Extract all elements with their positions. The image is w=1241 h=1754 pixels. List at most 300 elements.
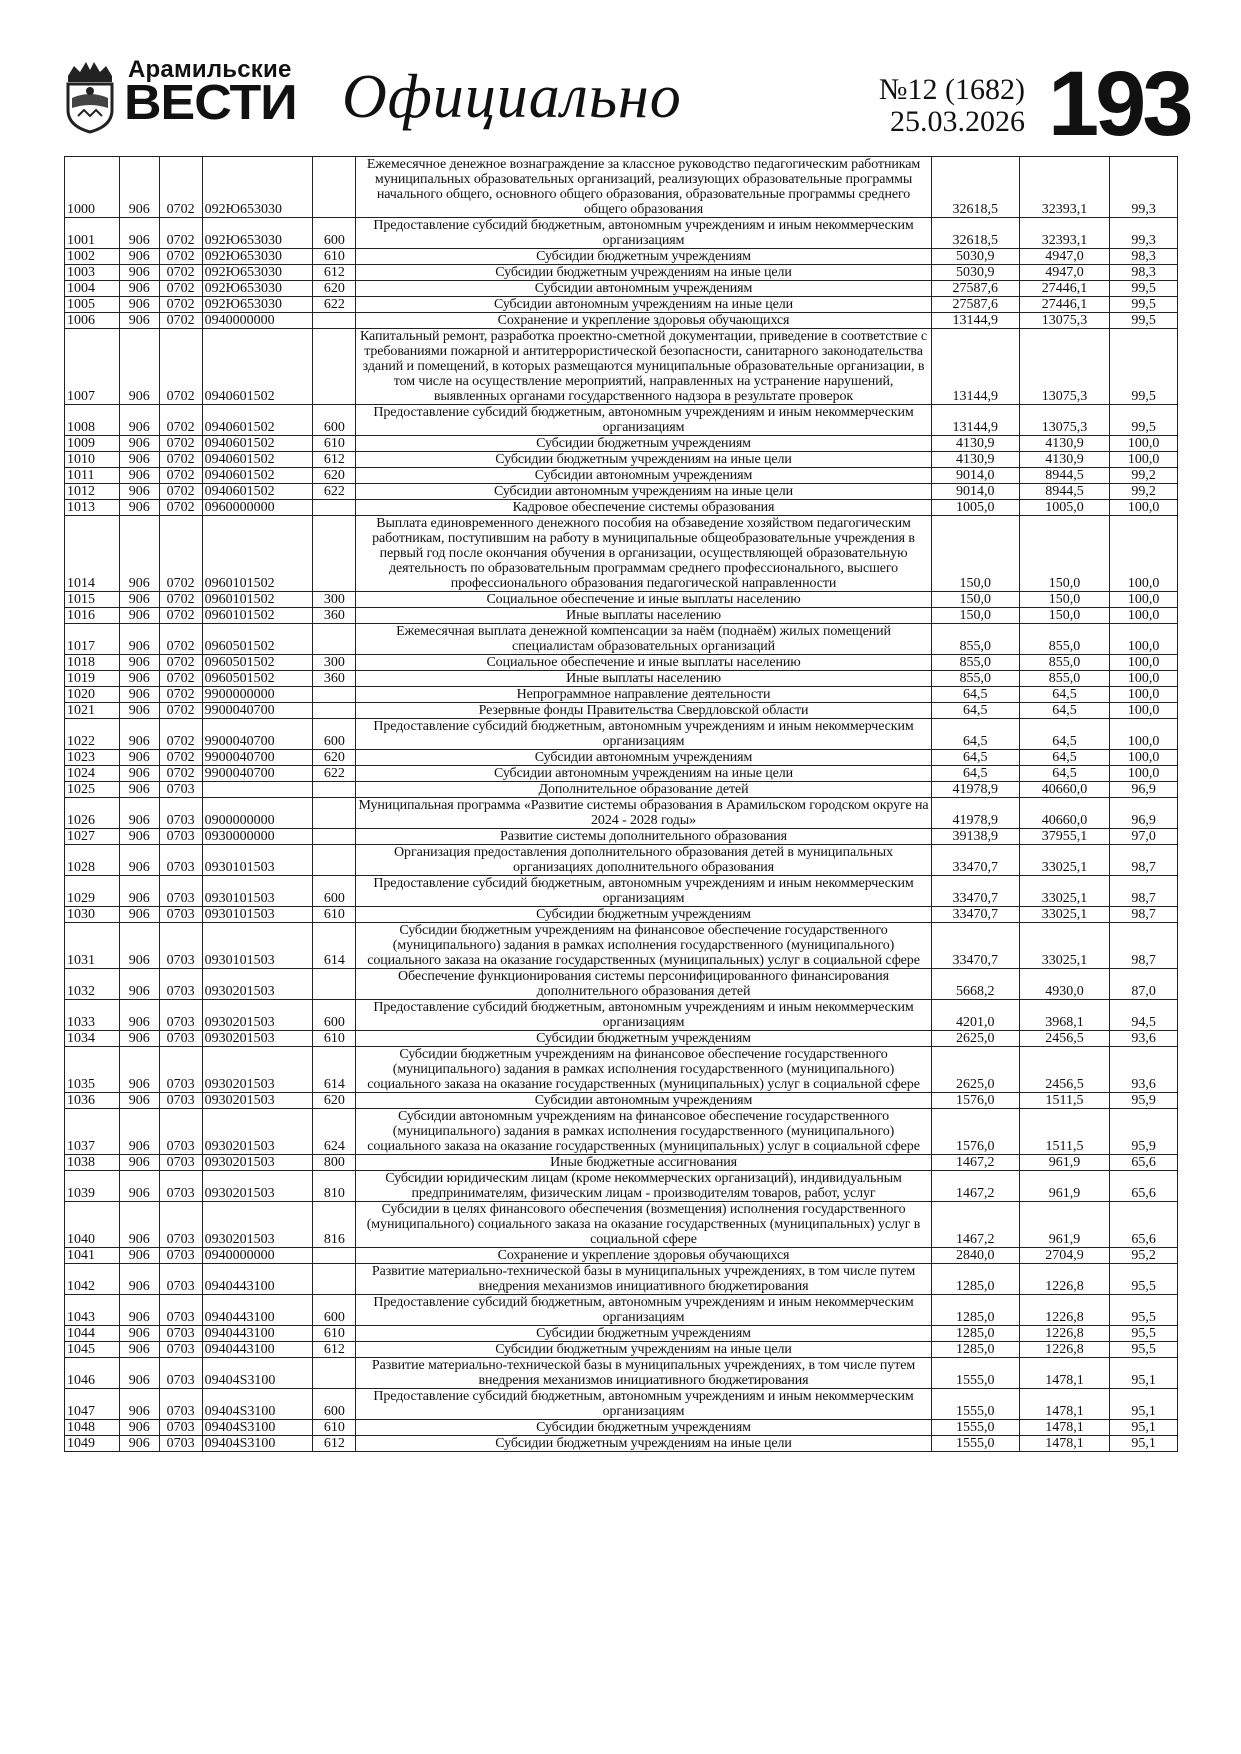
- planned-amount: 4130,9: [931, 436, 1019, 452]
- section-code: 0703: [159, 1264, 202, 1295]
- ministry-code: 906: [119, 1342, 159, 1358]
- expense-type-code: 620: [313, 750, 356, 766]
- execution-percent: 95,1: [1110, 1436, 1178, 1452]
- logo-top-text: Арамильские: [128, 56, 292, 83]
- section-code: 0702: [159, 703, 202, 719]
- section-code: 0703: [159, 876, 202, 907]
- ministry-code: 906: [119, 1389, 159, 1420]
- expense-type-code: [313, 329, 356, 405]
- executed-amount: 1478,1: [1019, 1389, 1109, 1420]
- coat-of-arms-icon: [62, 58, 118, 134]
- description: Субсидии автономным учреждениям на финансовое обеспечение государственного (муниципального) задания в рамках исполнения государственного (муниципального) социального заказа на оказание государственных (муниципальных) услуг в социальной сфере: [356, 1109, 931, 1155]
- table-row: [65, 1000, 1178, 1031]
- execution-percent: 99,2: [1110, 468, 1178, 484]
- executed-amount: 2704,9: [1019, 1248, 1109, 1264]
- expense-type-code: 300: [313, 592, 356, 608]
- planned-amount: 64,5: [931, 766, 1019, 782]
- planned-amount: 9014,0: [931, 484, 1019, 500]
- row-number: 1019: [65, 671, 120, 687]
- expense-type-code: [313, 624, 356, 655]
- target-article-code: 0940601502: [202, 329, 313, 405]
- execution-percent: 99,5: [1110, 329, 1178, 405]
- executed-amount: 4130,9: [1019, 452, 1109, 468]
- ministry-code: 906: [119, 1031, 159, 1047]
- page-number: 193: [1048, 53, 1190, 155]
- ministry-code: 906: [119, 1000, 159, 1031]
- target-article-code: 0940443100: [202, 1326, 313, 1342]
- section-code: 0703: [159, 1342, 202, 1358]
- expense-type-code: 810: [313, 1171, 356, 1202]
- table-row: [65, 671, 1178, 687]
- execution-percent: 65,6: [1110, 1155, 1178, 1171]
- row-number: 1027: [65, 829, 120, 845]
- executed-amount: 961,9: [1019, 1155, 1109, 1171]
- ministry-code: 906: [119, 313, 159, 329]
- target-article-code: 0960101502: [202, 516, 313, 592]
- table-row: [65, 1342, 1178, 1358]
- logo-main-text: ВЕСТИ: [124, 75, 297, 131]
- table-row: [65, 1436, 1178, 1452]
- target-article-code: 092Ю653030: [202, 281, 313, 297]
- executed-amount: 855,0: [1019, 624, 1109, 655]
- row-number: 1024: [65, 766, 120, 782]
- table-row: [65, 1420, 1178, 1436]
- table-row: [65, 265, 1178, 281]
- expense-type-code: 622: [313, 484, 356, 500]
- description: Организация предоставления дополнительного образования детей в муниципальных организациях дополнительного образования: [356, 845, 931, 876]
- ministry-code: 906: [119, 1171, 159, 1202]
- row-number: 1033: [65, 1000, 120, 1031]
- table-row: [65, 782, 1178, 798]
- executed-amount: 855,0: [1019, 671, 1109, 687]
- description: Субсидии бюджетным учреждениям: [356, 249, 931, 265]
- section-code: 0702: [159, 516, 202, 592]
- table-row: [65, 329, 1178, 405]
- planned-amount: 33470,7: [931, 923, 1019, 969]
- executed-amount: 40660,0: [1019, 798, 1109, 829]
- row-number: 1012: [65, 484, 120, 500]
- row-number: 1007: [65, 329, 120, 405]
- executed-amount: 8944,5: [1019, 484, 1109, 500]
- execution-percent: 100,0: [1110, 719, 1178, 750]
- target-article-code: 0940000000: [202, 313, 313, 329]
- execution-percent: 95,5: [1110, 1326, 1178, 1342]
- planned-amount: 39138,9: [931, 829, 1019, 845]
- description: Иные бюджетные ассигнования: [356, 1155, 931, 1171]
- execution-percent: 98,7: [1110, 876, 1178, 907]
- ministry-code: 906: [119, 671, 159, 687]
- expense-type-code: 600: [313, 1389, 356, 1420]
- section-code: 0702: [159, 405, 202, 436]
- target-article-code: 0940443100: [202, 1264, 313, 1295]
- expense-type-code: 612: [313, 1342, 356, 1358]
- section-code: 0702: [159, 750, 202, 766]
- ministry-code: 906: [119, 1202, 159, 1248]
- planned-amount: 32618,5: [931, 157, 1019, 218]
- executed-amount: 1511,5: [1019, 1093, 1109, 1109]
- target-article-code: 9900040700: [202, 766, 313, 782]
- table-row: [65, 500, 1178, 516]
- table-row: [65, 798, 1178, 829]
- table-row: [65, 1155, 1178, 1171]
- row-number: 1049: [65, 1436, 120, 1452]
- table-row: [65, 468, 1178, 484]
- row-number: 1022: [65, 719, 120, 750]
- target-article-code: 0940601502: [202, 405, 313, 436]
- executed-amount: 64,5: [1019, 703, 1109, 719]
- section-code: 0703: [159, 1358, 202, 1389]
- section-code: 0702: [159, 452, 202, 468]
- execution-percent: 65,6: [1110, 1202, 1178, 1248]
- execution-percent: 87,0: [1110, 969, 1178, 1000]
- executed-amount: 1226,8: [1019, 1295, 1109, 1326]
- planned-amount: 41978,9: [931, 782, 1019, 798]
- issue-number: №12 (1682): [878, 73, 1025, 106]
- row-number: 1011: [65, 468, 120, 484]
- section-code: 0702: [159, 687, 202, 703]
- section-code: 0702: [159, 719, 202, 750]
- execution-percent: 99,5: [1110, 297, 1178, 313]
- expense-type-code: 360: [313, 671, 356, 687]
- planned-amount: 1285,0: [931, 1326, 1019, 1342]
- target-article-code: 0940443100: [202, 1342, 313, 1358]
- description: Субсидии бюджетным учреждениям на иные цели: [356, 1342, 931, 1358]
- executed-amount: 32393,1: [1019, 157, 1109, 218]
- planned-amount: 13144,9: [931, 313, 1019, 329]
- planned-amount: 2840,0: [931, 1248, 1019, 1264]
- description: Развитие материально-технической базы в муниципальных учреждениях, в том числе путем внедрения механизмов инициативного бюджетирования: [356, 1358, 931, 1389]
- table-row: [65, 405, 1178, 436]
- section-code: 0702: [159, 297, 202, 313]
- target-article-code: 09404S3100: [202, 1358, 313, 1389]
- description: Резервные фонды Правительства Свердловской области: [356, 703, 931, 719]
- planned-amount: 1467,2: [931, 1155, 1019, 1171]
- row-number: 1010: [65, 452, 120, 468]
- expense-type-code: 360: [313, 608, 356, 624]
- description: Кадровое обеспечение системы образования: [356, 500, 931, 516]
- target-article-code: 092Ю653030: [202, 249, 313, 265]
- row-number: 1047: [65, 1389, 120, 1420]
- target-article-code: 0960101502: [202, 592, 313, 608]
- target-article-code: 092Ю653030: [202, 297, 313, 313]
- ministry-code: 906: [119, 969, 159, 1000]
- planned-amount: 150,0: [931, 608, 1019, 624]
- table-row: [65, 719, 1178, 750]
- planned-amount: 855,0: [931, 624, 1019, 655]
- ministry-code: 906: [119, 719, 159, 750]
- expense-type-code: 800: [313, 1155, 356, 1171]
- executed-amount: 33025,1: [1019, 907, 1109, 923]
- expense-type-code: [313, 500, 356, 516]
- executed-amount: 40660,0: [1019, 782, 1109, 798]
- executed-amount: 4130,9: [1019, 436, 1109, 452]
- description: Субсидии юридическим лицам (кроме некоммерческих организаций), индивидуальным предпринимателям, физическим лицам - производителям товаров, работ, услуг: [356, 1171, 931, 1202]
- executed-amount: 150,0: [1019, 592, 1109, 608]
- execution-percent: 95,5: [1110, 1295, 1178, 1326]
- execution-percent: 95,1: [1110, 1420, 1178, 1436]
- ministry-code: 906: [119, 703, 159, 719]
- expense-type-code: [313, 1358, 356, 1389]
- table-row: [65, 1047, 1178, 1093]
- description: Иные выплаты населению: [356, 671, 931, 687]
- ministry-code: 906: [119, 1264, 159, 1295]
- execution-percent: 100,0: [1110, 624, 1178, 655]
- row-number: 1014: [65, 516, 120, 592]
- execution-percent: 98,3: [1110, 265, 1178, 281]
- planned-amount: 9014,0: [931, 468, 1019, 484]
- execution-percent: 98,7: [1110, 845, 1178, 876]
- expense-type-code: 612: [313, 265, 356, 281]
- row-number: 1018: [65, 655, 120, 671]
- row-number: 1009: [65, 436, 120, 452]
- table-row: [65, 1202, 1178, 1248]
- issue-info: [879, 74, 1025, 138]
- table-row: [65, 687, 1178, 703]
- executed-amount: 4947,0: [1019, 265, 1109, 281]
- execution-percent: 93,6: [1110, 1047, 1178, 1093]
- table-row: [65, 1358, 1178, 1389]
- expense-type-code: 620: [313, 1093, 356, 1109]
- row-number: 1021: [65, 703, 120, 719]
- description: Обеспечение функционирования системы персонифицированного финансирования дополнительного образования детей: [356, 969, 931, 1000]
- row-number: 1044: [65, 1326, 120, 1342]
- execution-percent: 100,0: [1110, 687, 1178, 703]
- description: Субсидии бюджетным учреждениям: [356, 1420, 931, 1436]
- description: Развитие системы дополнительного образования: [356, 829, 931, 845]
- target-article-code: 092Ю653030: [202, 265, 313, 281]
- execution-percent: 95,5: [1110, 1264, 1178, 1295]
- expense-type-code: [313, 782, 356, 798]
- ministry-code: 906: [119, 265, 159, 281]
- row-number: 1003: [65, 265, 120, 281]
- row-number: 1032: [65, 969, 120, 1000]
- target-article-code: [202, 782, 313, 798]
- planned-amount: 64,5: [931, 703, 1019, 719]
- planned-amount: 1555,0: [931, 1389, 1019, 1420]
- description: Субсидии бюджетным учреждениям на иные цели: [356, 265, 931, 281]
- row-number: 1004: [65, 281, 120, 297]
- execution-percent: 96,9: [1110, 798, 1178, 829]
- executed-amount: 13075,3: [1019, 313, 1109, 329]
- ministry-code: 906: [119, 907, 159, 923]
- row-number: 1039: [65, 1171, 120, 1202]
- description: Субсидии бюджетным учреждениям: [356, 436, 931, 452]
- target-article-code: 0930201503: [202, 1202, 313, 1248]
- section-code: 0702: [159, 592, 202, 608]
- section-code: 0702: [159, 329, 202, 405]
- description: Выплата единовременного денежного пособия на обзаведение хозяйством педагогическим работникам, поступившим на работу в муниципальные общеобразовательные учреждения в первый год после окончания обучения в организации, осуществляющей образовательную деятельность по образовательным программам среднего профессионального, высшего профессионального образования педагогической направленности: [356, 516, 931, 592]
- section-code: 0703: [159, 1031, 202, 1047]
- section-title: Официально: [342, 63, 682, 131]
- planned-amount: 2625,0: [931, 1031, 1019, 1047]
- target-article-code: 9900040700: [202, 719, 313, 750]
- executed-amount: 33025,1: [1019, 845, 1109, 876]
- table-row: [65, 281, 1178, 297]
- table-row: [65, 655, 1178, 671]
- ministry-code: 906: [119, 436, 159, 452]
- ministry-code: 906: [119, 1295, 159, 1326]
- description: Субсидии бюджетным учреждениям на финансовое обеспечение государственного (муниципального) задания в рамках исполнения государственного (муниципального) социального заказа на оказание государственных (муниципальных) услуг в социальной сфере: [356, 923, 931, 969]
- ministry-code: 906: [119, 655, 159, 671]
- row-number: 1013: [65, 500, 120, 516]
- executed-amount: 1226,8: [1019, 1326, 1109, 1342]
- target-article-code: 0930101503: [202, 923, 313, 969]
- planned-amount: 64,5: [931, 719, 1019, 750]
- ministry-code: 906: [119, 624, 159, 655]
- section-code: 0703: [159, 907, 202, 923]
- execution-percent: 65,6: [1110, 1171, 1178, 1202]
- row-number: 1035: [65, 1047, 120, 1093]
- description: Субсидии бюджетным учреждениям: [356, 1326, 931, 1342]
- executed-amount: 4947,0: [1019, 249, 1109, 265]
- section-code: 0703: [159, 1420, 202, 1436]
- execution-percent: 99,3: [1110, 157, 1178, 218]
- executed-amount: 27446,1: [1019, 281, 1109, 297]
- section-code: 0702: [159, 608, 202, 624]
- ministry-code: 906: [119, 516, 159, 592]
- description: Сохранение и укрепление здоровья обучающихся: [356, 1248, 931, 1264]
- ministry-code: 906: [119, 452, 159, 468]
- executed-amount: 150,0: [1019, 608, 1109, 624]
- planned-amount: 150,0: [931, 592, 1019, 608]
- row-number: 1023: [65, 750, 120, 766]
- ministry-code: 906: [119, 297, 159, 313]
- description: Субсидии автономным учреждениям: [356, 468, 931, 484]
- execution-percent: 95,5: [1110, 1342, 1178, 1358]
- target-article-code: 9900000000: [202, 687, 313, 703]
- execution-percent: 99,5: [1110, 281, 1178, 297]
- executed-amount: 64,5: [1019, 719, 1109, 750]
- description: Дополнительное образование детей: [356, 782, 931, 798]
- table-row: [65, 1093, 1178, 1109]
- table-row: [65, 907, 1178, 923]
- planned-amount: 855,0: [931, 655, 1019, 671]
- planned-amount: 4201,0: [931, 1000, 1019, 1031]
- execution-percent: 100,0: [1110, 516, 1178, 592]
- planned-amount: 5668,2: [931, 969, 1019, 1000]
- executed-amount: 2456,5: [1019, 1031, 1109, 1047]
- section-code: 0703: [159, 1000, 202, 1031]
- section-code: 0703: [159, 923, 202, 969]
- ministry-code: 906: [119, 750, 159, 766]
- target-article-code: 0930101503: [202, 907, 313, 923]
- target-article-code: 9900040700: [202, 750, 313, 766]
- budget-table: [64, 156, 1178, 1452]
- target-article-code: 0940601502: [202, 436, 313, 452]
- planned-amount: 1576,0: [931, 1109, 1019, 1155]
- row-number: 1031: [65, 923, 120, 969]
- table-row: [65, 1295, 1178, 1326]
- description: Субсидии автономным учреждениям: [356, 1093, 931, 1109]
- expense-type-code: [313, 516, 356, 592]
- row-number: 1015: [65, 592, 120, 608]
- target-article-code: 0930201503: [202, 1000, 313, 1031]
- executed-amount: 3968,1: [1019, 1000, 1109, 1031]
- execution-percent: 94,5: [1110, 1000, 1178, 1031]
- executed-amount: 64,5: [1019, 750, 1109, 766]
- description: Субсидии автономным учреждениям: [356, 281, 931, 297]
- executed-amount: 150,0: [1019, 516, 1109, 592]
- executed-amount: 27446,1: [1019, 297, 1109, 313]
- target-article-code: 09404S3100: [202, 1436, 313, 1452]
- expense-type-code: [313, 1248, 356, 1264]
- planned-amount: 27587,6: [931, 281, 1019, 297]
- ministry-code: 906: [119, 157, 159, 218]
- target-article-code: 0930201503: [202, 1093, 313, 1109]
- description: Субсидии в целях финансового обеспечения (возмещения) исполнения государственного (муниципального) социального заказа на оказание государственных (муниципальных) услуг в социальной сфере: [356, 1202, 931, 1248]
- description: Предоставление субсидий бюджетным, автономным учреждениям и иным некоммерческим организациям: [356, 218, 931, 249]
- table-row: [65, 1248, 1178, 1264]
- execution-percent: 98,7: [1110, 907, 1178, 923]
- planned-amount: 855,0: [931, 671, 1019, 687]
- ministry-code: 906: [119, 1358, 159, 1389]
- planned-amount: 1285,0: [931, 1295, 1019, 1326]
- ministry-code: 906: [119, 876, 159, 907]
- section-code: 0702: [159, 655, 202, 671]
- execution-percent: 99,2: [1110, 484, 1178, 500]
- expense-type-code: 610: [313, 249, 356, 265]
- expense-type-code: 620: [313, 281, 356, 297]
- table-row: [65, 703, 1178, 719]
- section-code: 0703: [159, 1436, 202, 1452]
- expense-type-code: 610: [313, 1420, 356, 1436]
- planned-amount: 150,0: [931, 516, 1019, 592]
- section-code: 0703: [159, 798, 202, 829]
- executed-amount: 1478,1: [1019, 1436, 1109, 1452]
- description: Предоставление субсидий бюджетным, автономным учреждениям и иным некоммерческим организациям: [356, 876, 931, 907]
- execution-percent: 96,9: [1110, 782, 1178, 798]
- planned-amount: 33470,7: [931, 907, 1019, 923]
- description: Предоставление субсидий бюджетным, автономным учреждениям и иным некоммерческим организациям: [356, 1295, 931, 1326]
- section-code: 0702: [159, 468, 202, 484]
- expense-type-code: 612: [313, 1436, 356, 1452]
- description: Социальное обеспечение и иные выплаты населению: [356, 592, 931, 608]
- target-article-code: 0930101503: [202, 876, 313, 907]
- section-code: 0702: [159, 671, 202, 687]
- table-row: [65, 969, 1178, 1000]
- table-row: [65, 1264, 1178, 1295]
- section-code: 0703: [159, 1295, 202, 1326]
- execution-percent: 99,5: [1110, 313, 1178, 329]
- row-number: 1005: [65, 297, 120, 313]
- executed-amount: 32393,1: [1019, 218, 1109, 249]
- section-code: 0702: [159, 500, 202, 516]
- section-code: 0703: [159, 969, 202, 1000]
- section-code: 0703: [159, 1093, 202, 1109]
- ministry-code: 906: [119, 249, 159, 265]
- row-number: 1001: [65, 218, 120, 249]
- row-number: 1016: [65, 608, 120, 624]
- table-row: [65, 218, 1178, 249]
- section-code: 0703: [159, 1155, 202, 1171]
- table-row: [65, 923, 1178, 969]
- target-article-code: 0930201503: [202, 1031, 313, 1047]
- execution-percent: 100,0: [1110, 500, 1178, 516]
- target-article-code: 0940443100: [202, 1295, 313, 1326]
- expense-type-code: [313, 157, 356, 218]
- executed-amount: 13075,3: [1019, 405, 1109, 436]
- table-row: [65, 1389, 1178, 1420]
- execution-percent: 99,5: [1110, 405, 1178, 436]
- table-row: [65, 436, 1178, 452]
- row-number: 1045: [65, 1342, 120, 1358]
- planned-amount: 33470,7: [931, 876, 1019, 907]
- ministry-code: 906: [119, 782, 159, 798]
- execution-percent: 100,0: [1110, 436, 1178, 452]
- table-row: [65, 249, 1178, 265]
- ministry-code: 906: [119, 500, 159, 516]
- row-number: 1030: [65, 907, 120, 923]
